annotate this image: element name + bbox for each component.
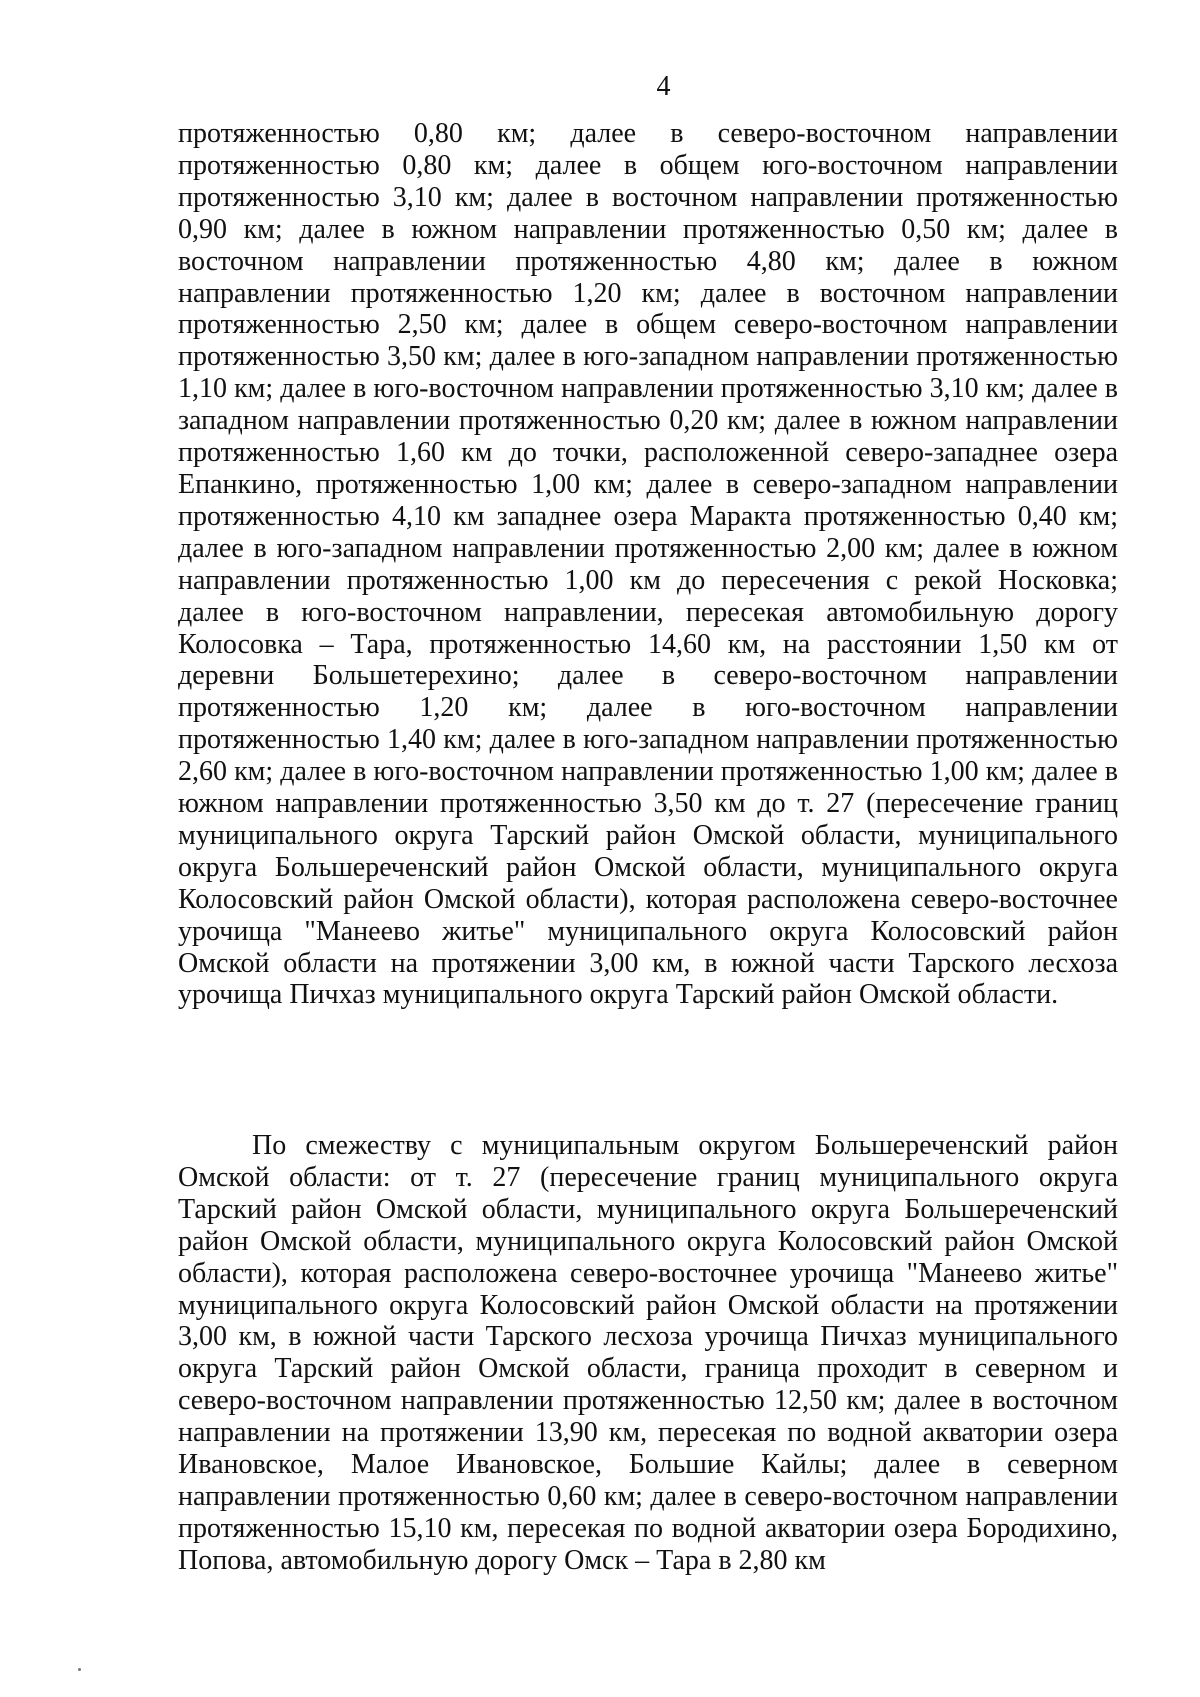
boundary-description-paragraph: протяженностью 0,80 км; далее в северо-восточном направлении протяженностью 0,80 км; далее в общем юго-восточном направлении протяженностью 3,10 км; далее в восточном направлении протяженностью 0,90 км; далее в южном направлении протяженностью 0,50 км; далее в восточном направлении протяженностью 4,80 км; далее в южном направлении протяженностью 1,20 км; далее в восточном направлении протяженностью 2,50 км; далее в общем северо-восточном направлении протяженностью 3,50 км; далее в юго-западном направлении протяженностью 1,10 км; далее в юго-восточном направлении протяженностью 3,10 км; далее в западном направлении протяженностью 0,20 км; далее в южном направлении протяженностью 1,60 км до точки, расположенной северо-западнее озера Епанкино, протяженностью 1,00 км; далее в северо-западном направлении протяженностью 4,10 км западнее озера Маракта протяженностью 0,40 км; далее в юго-западном направлении протяженностью 2,00 км; далее в южном направлении протяженностью 1,00 км до пересечения с рекой Носковка; далее в юго-восточном направлении, пересекая автомобильную дорогу Колосовка – Тара, протяженностью 14,60 км, на расстоянии 1,50 км от деревни Большетерехино; далее в северо-восточном направлении протяженностью 1,20 км; далее в юго-восточном направлении протяженностью 1,40 км; далее в юго-западном направлении протяженностью 2,60 км; далее в юго-восточном направлении протяженностью 1,00 км; далее в южном направлении протяженностью 3,50 км до т. 27 (пересечение границ муниципального округа Тарский район Омской области, муниципального округа Большереченский район Омской области, муниципального округа Колосовский район Омской области), которая расположена северо-восточнее урочища "Манеево житье" муниципального округа Колосовский район Омской области на протяжении 3,00 км, в южной части Тарского лесхоза урочища Пичхаз муниципального округа Тарский район Омской области. [178, 118, 1118, 1011]
scan-artifact [78, 1668, 81, 1671]
adjacency-description-paragraph: По смежеству с муниципальным округом Большереченский район Омской области: от т. 27 (пересечение границ муниципального округа Тарский район Омской области, муниципального округа Большереченский район Омской области, муниципального округа Колосовский район Омской области), которая расположена северо-восточнее урочища "Манеево житье" муниципального округа Колосовский район Омской области на протяжении 3,00 км, в южной части Тарского лесхоза урочища Пичхаз муниципального округа Тарский район Омской области, граница проходит в северном и северо-восточном направлении протяженностью 12,50 км; далее в восточном направлении на протяжении 13,90 км, пересекая по водной акватории озера Ивановское, Малое Ивановское, Большие Кайлы; далее в северном направлении протяженностью 0,60 км; далее в северо-восточном направлении протяженностью 15,10 км, пересекая по водной акватории озера Бородихино, Попова, автомобильную дорогу Омск – Тара в 2,80 км [178, 1130, 1118, 1576]
page-number: 4 [656, 71, 671, 102]
